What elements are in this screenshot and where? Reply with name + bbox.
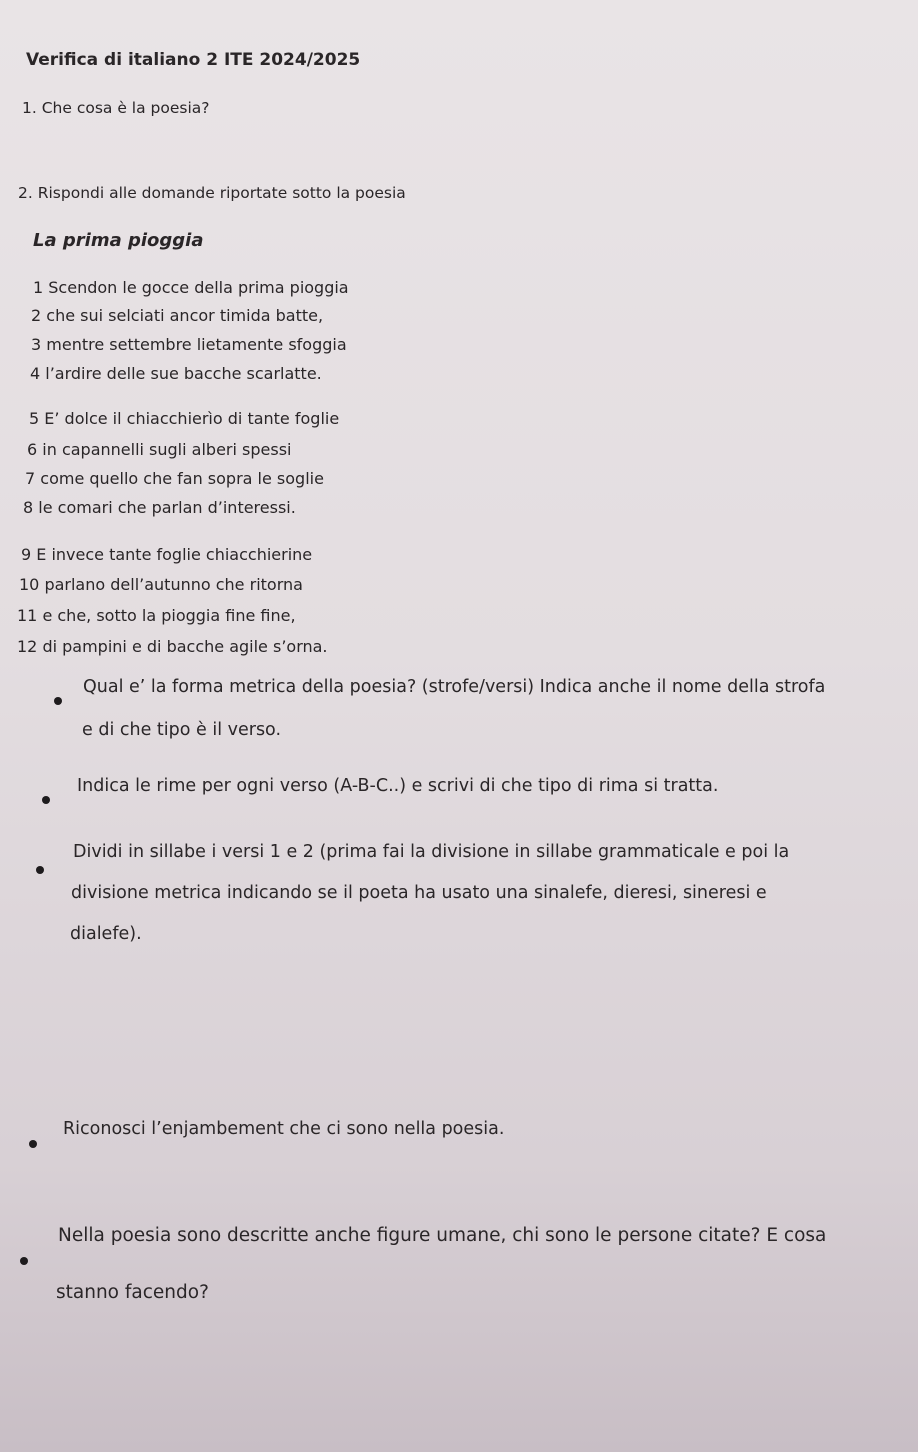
poem-title: La prima pioggia — [33, 230, 204, 251]
bullet-text: stanno facendo? — [56, 1282, 209, 1303]
bullet-text: Indica le rime per ogni verso (A-B-C..) e scrivi di che tipo di rima si tratta. — [77, 776, 719, 796]
page-title: Verifica di italiano 2 ITE 2024/2025 — [26, 50, 361, 70]
poem-verse: 3 mentre settembre lietamente sfoggia — [31, 335, 347, 354]
bullet-dot — [36, 866, 44, 874]
bullet-dot — [20, 1257, 28, 1265]
poem-verse: 2 che sui selciati ancor timida batte, — [31, 306, 324, 325]
question-2: 2. Rispondi alle domande riportate sotto la poesia — [18, 184, 406, 202]
bullet-text: Nella poesia sono descritte anche figure umane, chi sono le persone citate? E cosa — [58, 1225, 827, 1246]
bullet-text: e di che tipo è il verso. — [82, 720, 282, 740]
poem-verse: 11 e che, sotto la pioggia fine fine, — [17, 606, 296, 625]
question-1: 1. Che cosa è la poesia? — [22, 99, 210, 117]
poem-verse: 6 in capannelli sugli alberi spessi — [27, 440, 292, 459]
poem-verse: 4 l’ardire delle sue bacche scarlatte. — [30, 364, 322, 383]
bullet-text: divisione metrica indicando se il poeta ha usato una sinalefe, dieresi, sineresi e — [71, 883, 767, 903]
bullet-dot — [54, 697, 62, 705]
bullet-text: Dividi in sillabe i versi 1 e 2 (prima fai la divisione in sillabe grammaticale e poi la — [73, 842, 790, 862]
bullet-dot — [29, 1140, 37, 1148]
poem-verse: 5 E’ dolce il chiacchierìo di tante foglie — [29, 409, 340, 428]
bullet-dot — [42, 796, 50, 804]
bullet-text: Qual e’ la forma metrica della poesia? (strofe/versi) Indica anche il nome della strofa — [83, 677, 826, 697]
poem-verse: 8 le comari che parlan d’interessi. — [23, 498, 296, 517]
poem-verse: 9 E invece tante foglie chiacchierine — [21, 545, 313, 564]
poem-verse: 12 di pampini e di bacche agile s’orna. — [17, 637, 328, 656]
poem-verse: 1 Scendon le gocce della prima pioggia — [33, 278, 349, 297]
poem-verse: 7 come quello che fan sopra le soglie — [25, 469, 324, 488]
bullet-text: Riconosci l’enjambement che ci sono nella poesia. — [63, 1119, 505, 1139]
bullet-text: dialefe). — [70, 924, 142, 944]
poem-verse: 10 parlano dell’autunno che ritorna — [19, 575, 303, 594]
